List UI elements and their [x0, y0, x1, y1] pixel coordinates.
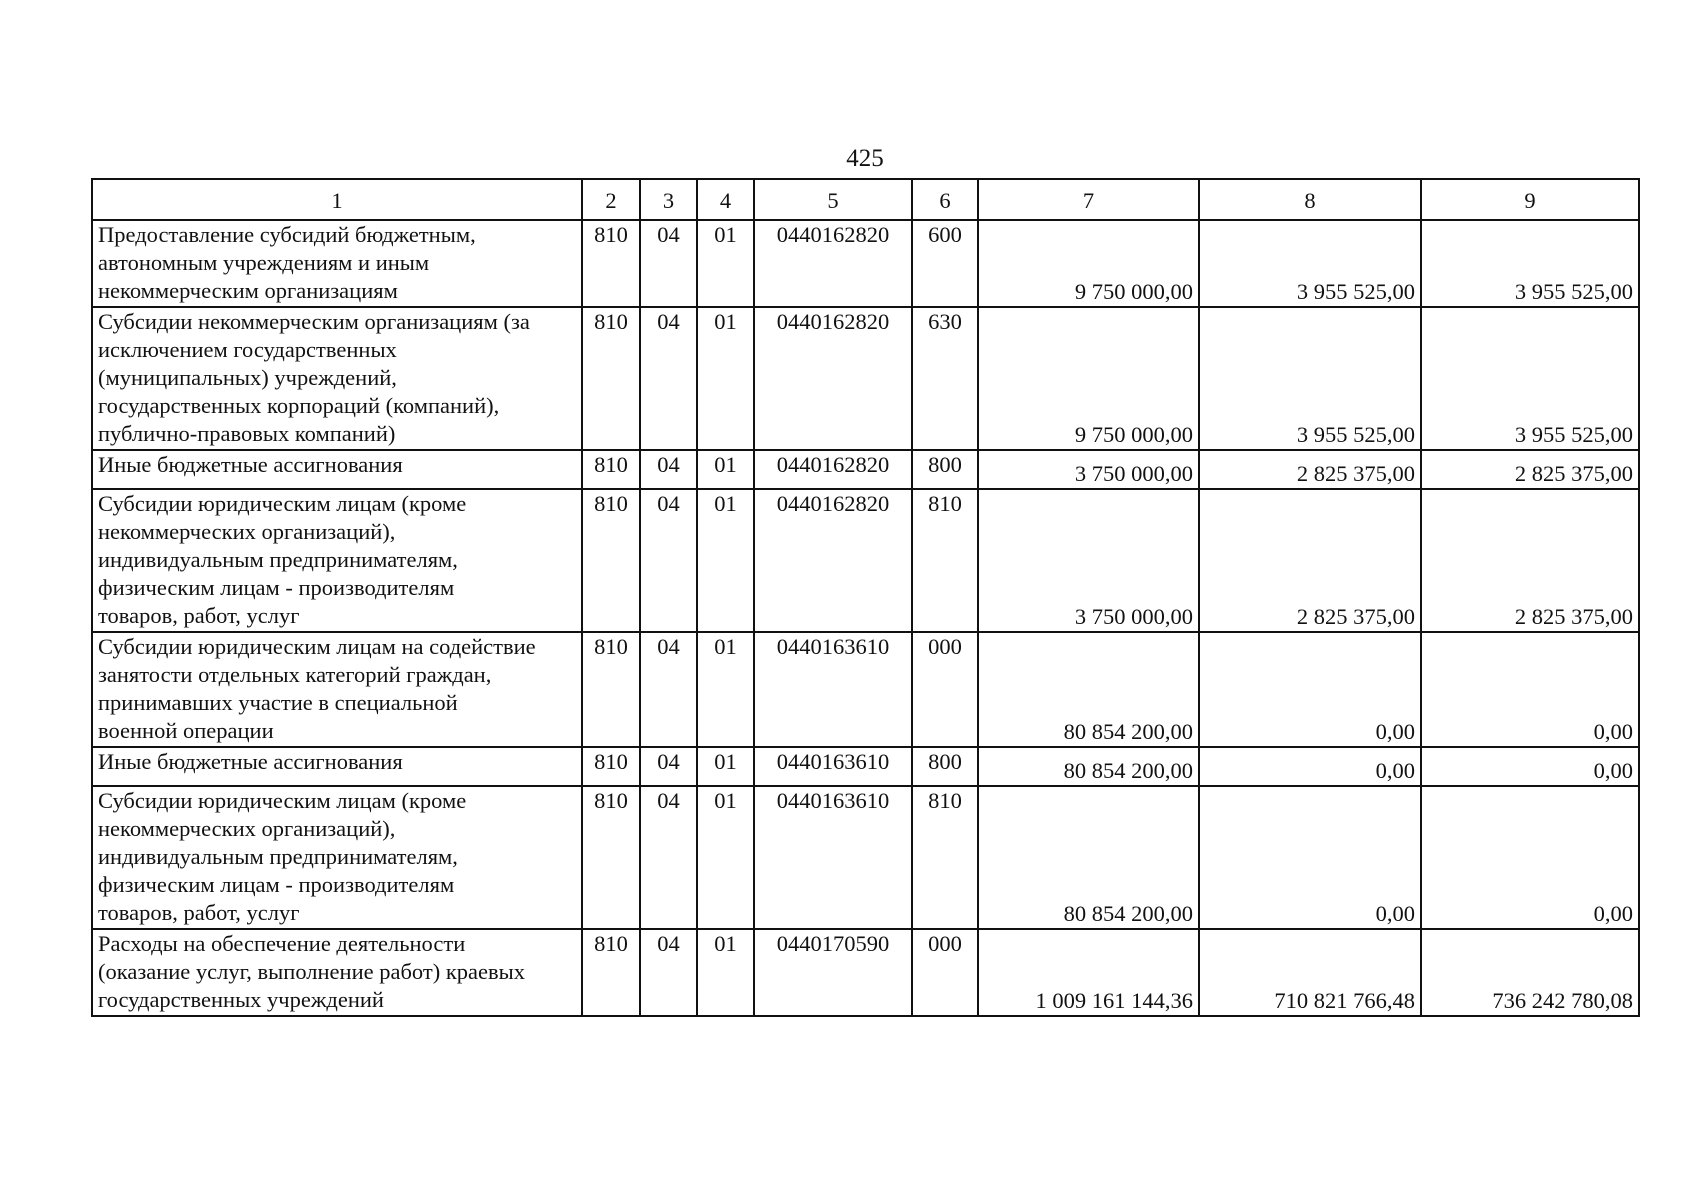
amount-col9: 3 955 525,00 [1421, 307, 1639, 450]
expense-name: Иные бюджетные ассигнования [92, 450, 582, 489]
header-cell-4: 4 [697, 179, 754, 220]
section-code: 04 [640, 220, 697, 307]
amount-col8: 3 955 525,00 [1199, 307, 1421, 450]
amount-col8: 0,00 [1199, 747, 1421, 786]
amount-col7: 80 854 200,00 [978, 632, 1199, 747]
subsection-code: 01 [697, 747, 754, 786]
table-row [92, 450, 1639, 489]
section-code: 04 [640, 632, 697, 747]
amount-col7: 3 750 000,00 [978, 489, 1199, 632]
subsection-code: 01 [697, 632, 754, 747]
amount-col8: 2 825 375,00 [1199, 489, 1421, 632]
target-article-code: 0440162820 [754, 450, 912, 489]
subsection-code: 01 [697, 489, 754, 632]
amount-col9: 2 825 375,00 [1421, 450, 1639, 489]
page-number: 425 [846, 145, 884, 172]
table-header [92, 179, 1639, 220]
header-cell-9: 9 [1421, 179, 1639, 220]
amount-col9: 0,00 [1421, 747, 1639, 786]
expense-name: Расходы на обеспечение деятельности (оказание услуг, выполнение работ) краевых государственных учреждений [92, 929, 582, 1016]
section-code: 04 [640, 929, 697, 1016]
section-code: 04 [640, 489, 697, 632]
expense-name: Субсидии некоммерческим организациям (за исключением государственных (муниципальных) учреждений, государственных корпораций (компаний), публично-правовых компаний) [92, 307, 582, 450]
table-row [92, 632, 1639, 747]
ministry-code: 810 [582, 489, 640, 632]
amount-col9: 2 825 375,00 [1421, 489, 1639, 632]
section-code: 04 [640, 747, 697, 786]
expense-type-code: 630 [912, 307, 978, 450]
target-article-code: 0440163610 [754, 632, 912, 747]
ministry-code: 810 [582, 929, 640, 1016]
header-cell-8: 8 [1199, 179, 1421, 220]
header-cell-1: 1 [92, 179, 582, 220]
expense-name: Субсидии юридическим лицам (кроме некоммерческих организаций), индивидуальным предпринимателям, физическим лицам - производителям товаров, работ, услуг [92, 786, 582, 929]
amount-col8: 0,00 [1199, 632, 1421, 747]
ministry-code: 810 [582, 307, 640, 450]
expense-type-code: 810 [912, 786, 978, 929]
header-cell-2: 2 [582, 179, 640, 220]
amount-col7: 80 854 200,00 [978, 747, 1199, 786]
amount-col7: 1 009 161 144,36 [978, 929, 1199, 1016]
section-code: 04 [640, 786, 697, 929]
subsection-code: 01 [697, 307, 754, 450]
expense-type-code: 800 [912, 747, 978, 786]
table-row [92, 929, 1639, 1016]
section-code: 04 [640, 450, 697, 489]
target-article-code: 0440162820 [754, 307, 912, 450]
amount-col9: 0,00 [1421, 632, 1639, 747]
amount-col8: 2 825 375,00 [1199, 450, 1421, 489]
table-row [92, 489, 1639, 632]
expense-name: Иные бюджетные ассигнования [92, 747, 582, 786]
amount-col9: 736 242 780,08 [1421, 929, 1639, 1016]
header-cell-3: 3 [640, 179, 697, 220]
ministry-code: 810 [582, 747, 640, 786]
expense-name: Предоставление субсидий бюджетным, автономным учреждениям и иным некоммерческим организациям [92, 220, 582, 307]
expense-name: Субсидии юридическим лицам на содействие занятости отдельных категорий граждан, принимавших участие в специальной военной операции [92, 632, 582, 747]
subsection-code: 01 [697, 929, 754, 1016]
amount-col7: 80 854 200,00 [978, 786, 1199, 929]
expense-name: Субсидии юридическим лицам (кроме некоммерческих организаций), индивидуальным предпринимателям, физическим лицам - производителям товаров, работ, услуг [92, 489, 582, 632]
expense-type-code: 000 [912, 632, 978, 747]
expense-type-code: 810 [912, 489, 978, 632]
table-row [92, 747, 1639, 786]
ministry-code: 810 [582, 450, 640, 489]
subsection-code: 01 [697, 786, 754, 929]
subsection-code: 01 [697, 450, 754, 489]
expense-type-code: 600 [912, 220, 978, 307]
expense-type-code: 000 [912, 929, 978, 1016]
amount-col8: 3 955 525,00 [1199, 220, 1421, 307]
target-article-code: 0440163610 [754, 786, 912, 929]
target-article-code: 0440162820 [754, 220, 912, 307]
ministry-code: 810 [582, 632, 640, 747]
table-row [92, 220, 1639, 307]
header-cell-7: 7 [978, 179, 1199, 220]
amount-col9: 3 955 525,00 [1421, 220, 1639, 307]
budget-table [91, 178, 1640, 1017]
target-article-code: 0440170590 [754, 929, 912, 1016]
ministry-code: 810 [582, 786, 640, 929]
table-body [92, 220, 1639, 1016]
amount-col7: 3 750 000,00 [978, 450, 1199, 489]
header-cell-5: 5 [754, 179, 912, 220]
ministry-code: 810 [582, 220, 640, 307]
target-article-code: 0440162820 [754, 489, 912, 632]
subsection-code: 01 [697, 220, 754, 307]
header-row [92, 179, 1639, 220]
amount-col9: 0,00 [1421, 786, 1639, 929]
amount-col8: 710 821 766,48 [1199, 929, 1421, 1016]
header-cell-6: 6 [912, 179, 978, 220]
target-article-code: 0440163610 [754, 747, 912, 786]
amount-col7: 9 750 000,00 [978, 307, 1199, 450]
section-code: 04 [640, 307, 697, 450]
table-row [92, 307, 1639, 450]
table-row [92, 786, 1639, 929]
expense-type-code: 800 [912, 450, 978, 489]
amount-col8: 0,00 [1199, 786, 1421, 929]
amount-col7: 9 750 000,00 [978, 220, 1199, 307]
